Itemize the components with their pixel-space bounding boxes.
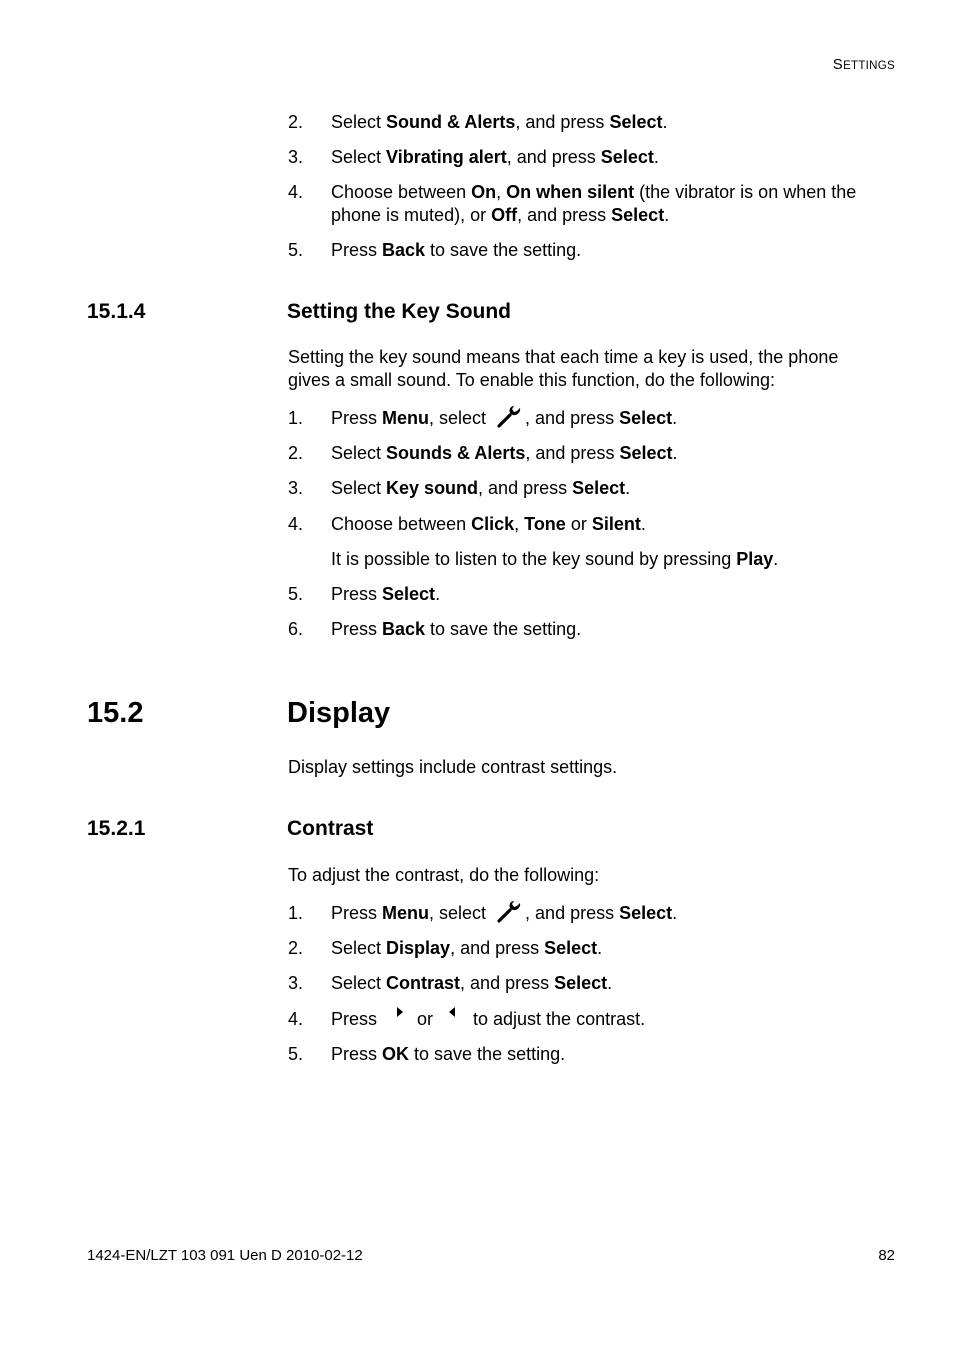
header-rest: ETTINGS: [843, 60, 895, 72]
bold-term: Select: [619, 903, 673, 923]
step-press: Press: [331, 1009, 378, 1029]
bold-term: Tone: [524, 514, 566, 534]
text-run: , and press: [525, 443, 620, 463]
bold-term: Menu: [382, 408, 430, 428]
text-run: .: [662, 112, 668, 132]
text-run: Select: [331, 147, 387, 167]
text-run: .: [653, 147, 659, 167]
text-run: , and press: [506, 147, 601, 167]
list-item: [331, 619, 581, 640]
text-run: Choose between: [331, 514, 472, 534]
step-or: or: [417, 1009, 434, 1029]
list-item: [331, 938, 602, 959]
list-number: 3.: [288, 478, 304, 498]
bold-term: OK: [382, 1044, 410, 1064]
text-run: , select: [429, 903, 492, 923]
text-run: , and press: [460, 973, 555, 993]
text-run: .: [640, 514, 646, 534]
list-item: [331, 112, 668, 133]
bold-term: Select: [382, 584, 436, 604]
list-item: [331, 147, 659, 168]
text-run: Select: [331, 478, 387, 498]
section-number: 15.1.4: [87, 300, 146, 323]
bold-term: Off: [491, 205, 518, 225]
text-run: ,: [496, 182, 507, 202]
list-number: 4.: [288, 514, 304, 534]
bold-term: Select: [600, 147, 654, 167]
bold-term: Sound & Alerts: [386, 112, 516, 132]
text-run: Press: [331, 1044, 383, 1064]
text-run: Select: [331, 443, 387, 463]
list-number: 2.: [288, 938, 304, 958]
list-item: [331, 478, 630, 499]
text-run: It is possible to listen to the key sound by pressing: [331, 549, 737, 569]
text-run: .: [672, 443, 678, 463]
paragraph-line: Display settings include contrast settings.: [288, 757, 618, 777]
text-run: ,: [514, 514, 525, 534]
text-run: Press: [331, 903, 383, 923]
text-run: to save the setting.: [425, 240, 582, 260]
list-item: [331, 443, 678, 464]
list-number: 2.: [288, 443, 304, 463]
text-run: , and press: [525, 408, 620, 428]
text-run: .: [672, 903, 678, 923]
bold-term: Contrast: [386, 973, 461, 993]
paragraph-line: To adjust the contrast, do the following:: [288, 865, 600, 885]
text-run: Select: [331, 938, 387, 958]
section-title: Contrast: [287, 817, 374, 840]
list-number: 4.: [288, 182, 304, 202]
list-item: [331, 408, 677, 430]
text-run: .: [597, 938, 603, 958]
step-text: [331, 408, 491, 428]
bold-term: Select: [544, 938, 598, 958]
text-run: .: [672, 408, 678, 428]
section-title: Display: [287, 697, 391, 729]
text-run: Press: [331, 584, 383, 604]
step-text: [331, 903, 491, 923]
text-run: .: [773, 549, 779, 569]
footer-doc-id: 1424-EN/LZT 103 091 Uen D 2010-02-12: [87, 1247, 363, 1264]
step-text: [525, 903, 677, 923]
text-run: .: [625, 478, 631, 498]
text-run: .: [607, 973, 613, 993]
text-run: , and press: [450, 938, 545, 958]
list-item: [331, 903, 677, 925]
list-item: [331, 973, 612, 994]
bold-term: Vibrating alert: [386, 147, 507, 167]
text-run: Select: [331, 973, 387, 993]
bold-term: Silent: [591, 514, 641, 534]
text-run: Choose between: [331, 182, 472, 202]
wrench-icon: [491, 409, 525, 430]
list-item: [331, 584, 440, 605]
list-number: 5.: [288, 584, 304, 604]
text-run: , and press: [517, 205, 612, 225]
list-item-continuation: [331, 205, 669, 226]
bold-term: Sounds & Alerts: [386, 443, 526, 463]
text-run: or: [565, 514, 592, 534]
bold-term: Select: [619, 443, 673, 463]
text-run: , and press: [515, 112, 610, 132]
text-run: Press: [331, 240, 383, 260]
text-run: , and press: [478, 478, 573, 498]
list-item: [331, 514, 646, 535]
text-run: .: [664, 205, 670, 225]
bold-term: Display: [386, 938, 451, 958]
text-run: (the vibrator is on when the: [634, 182, 857, 202]
bold-term: Select: [609, 112, 663, 132]
bold-term: Back: [382, 240, 426, 260]
bold-term: Select: [619, 408, 673, 428]
list-item: [331, 240, 581, 261]
bold-term: Play: [736, 549, 774, 569]
section-number: 15.2.1: [87, 817, 146, 840]
text-run: Press: [331, 408, 383, 428]
right-arrow-icon: [395, 1003, 405, 1024]
wrench-icon: [491, 904, 525, 925]
text-run: Select: [331, 112, 387, 132]
bold-term: Select: [611, 205, 665, 225]
list-number: 6.: [288, 619, 304, 639]
list-note: [331, 549, 778, 570]
paragraph-line: gives a small sound. To enable this function, do the following:: [288, 370, 775, 390]
text-run: to save the setting.: [409, 1044, 566, 1064]
bold-term: Back: [382, 619, 426, 639]
list-number: 5.: [288, 1044, 304, 1064]
text-run: to save the setting.: [425, 619, 582, 639]
list-number: 1.: [288, 903, 304, 923]
bold-term: On: [471, 182, 497, 202]
bold-term: On when silent: [506, 182, 635, 202]
page-number: 82: [878, 1247, 895, 1264]
list-number: 2.: [288, 112, 304, 132]
list-number: 3.: [288, 973, 304, 993]
text-run: , and press: [525, 903, 620, 923]
paragraph-line: Setting the key sound means that each time a key is used, the phone: [288, 347, 839, 367]
bold-term: Key sound: [386, 478, 479, 498]
step-after: to adjust the contrast.: [473, 1009, 646, 1029]
list-item: [331, 1044, 565, 1065]
running-header: [833, 56, 895, 73]
list-number: 1.: [288, 408, 304, 428]
bold-term: Click: [471, 514, 515, 534]
left-arrow-icon: [447, 1003, 457, 1024]
header-initial: S: [832, 56, 844, 73]
text-run: , select: [429, 408, 492, 428]
list-number: 5.: [288, 240, 304, 260]
bold-term: Select: [554, 973, 608, 993]
text-run: .: [435, 584, 441, 604]
list-number: 4.: [288, 1009, 304, 1029]
section-title: Setting the Key Sound: [287, 300, 512, 323]
bold-term: Menu: [382, 903, 430, 923]
step-text: [525, 408, 677, 428]
list-number: 3.: [288, 147, 304, 167]
list-item: [331, 182, 856, 203]
bold-term: Select: [572, 478, 626, 498]
text-run: Press: [331, 619, 383, 639]
section-number: 15.2: [87, 697, 144, 729]
text-run: phone is muted), or: [331, 205, 492, 225]
